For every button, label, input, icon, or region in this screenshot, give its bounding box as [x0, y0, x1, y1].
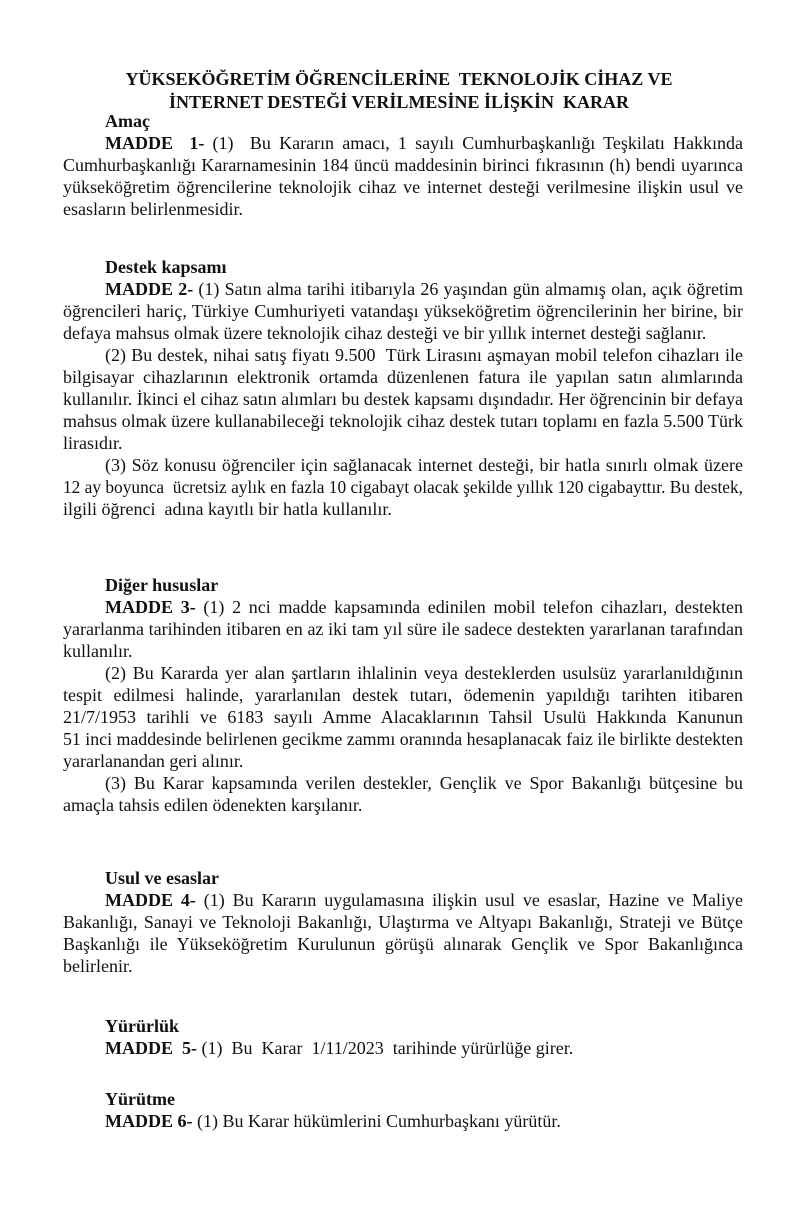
line-content: Cumhurbaşkanlığı Kararnamesinin 184 üncü maddesinin birinci fıkrasının (h) bendi uyarınca [63, 155, 743, 175]
line-content: ilgili öğrenci adına kayıtlı bir hatla kullanılır. [63, 499, 392, 519]
text-line [63, 476, 743, 498]
text-line [63, 750, 743, 772]
article-paragraph [63, 1110, 743, 1132]
line-text [63, 706, 743, 728]
text-line [63, 684, 743, 706]
line-text [63, 154, 743, 176]
text-line [63, 410, 743, 432]
line-content: 12 ay boyunca ücretsiz aylık en fazla 10 cigabayt olacak şekilde yıllık 120 cigabayttır. Bu destek, [63, 477, 743, 497]
line-text [105, 344, 743, 366]
article-paragraph [63, 596, 743, 662]
line-content: kullanılır. [63, 641, 133, 661]
text-line [63, 933, 743, 955]
section-yurutme [63, 1088, 743, 1132]
line-content: 51 inci maddesinde belirlenen gecikme zammı oranında hesaplanacak faiz ile birlikte destekten [63, 729, 743, 749]
line-text [63, 794, 362, 816]
line-text [105, 889, 743, 911]
document-title [0, 68, 798, 114]
article-number: MADDE 1- [105, 133, 205, 153]
line-text [63, 388, 743, 410]
article-paragraph [63, 662, 743, 772]
line-content: yükseköğretim öğrencilerine teknolojik cihaz ve internet desteği verilmesine ilişkin usul ve [63, 177, 743, 197]
line-content: kullanılır. İkinci el cihaz satın alımları bu destek kapsamı dışındadır. Her öğrencinin bir defaya [63, 389, 743, 409]
line-text [63, 955, 132, 977]
section-heading: Amaç [105, 111, 150, 131]
line-content: mahsus olmak üzere kullanabileceği teknolojik cihaz destek tutarı toplamı en fazla 5.500 Türk [63, 411, 743, 431]
article-paragraph [63, 344, 743, 454]
line-content: (1) 2 nci madde kapsamında edinilen mobil telefon cihazları, destekten [195, 597, 743, 617]
line-content: (2) Bu destek, nihai satış fiyatı 9.500 Türk Lirasını aşmayan mobil telefon cihazları ile [105, 345, 743, 365]
line-text [63, 728, 743, 750]
section-destek-kapsami [63, 256, 743, 520]
line-content: öğrencileri hariç, Türkiye Cumhuriyeti vatandaşı yükseköğretim öğrencilerinin her birine, bir [63, 301, 743, 321]
section-yururluk [63, 1015, 743, 1059]
line-text [105, 596, 743, 618]
article-number: MADDE 5- [105, 1038, 197, 1058]
section-heading: Yürürlük [105, 1016, 180, 1036]
text-line [63, 322, 743, 344]
line-text [63, 618, 743, 640]
article-paragraph [63, 889, 743, 977]
text-line [63, 596, 743, 618]
text-line [63, 366, 743, 388]
line-text [105, 1037, 573, 1059]
section-heading: Yürütme [105, 1089, 175, 1109]
title-line-1: YÜKSEKÖĞRETİM ÖĞRENCİLERİNE TEKNOLOJİK CİHAZ VE [125, 69, 673, 89]
line-text [63, 911, 743, 933]
line-text [63, 933, 743, 955]
section-heading: Usul ve esaslar [105, 868, 219, 888]
text-line [63, 772, 743, 794]
text-line [63, 706, 743, 728]
line-content: belirlenir. [63, 956, 133, 976]
text-line [63, 388, 743, 410]
line-content: amaçla tahsis edilen ödenekten karşılanır. [63, 795, 363, 815]
line-text [63, 498, 392, 520]
text-line [63, 662, 743, 684]
article-number: MADDE 4- [105, 890, 196, 910]
text-line [63, 1110, 743, 1132]
line-content: (3) Bu Karar kapsamında verilen destekler, Gençlik ve Spor Bakanlığı bütçesine bu [105, 773, 743, 793]
line-text [63, 410, 743, 432]
line-content: esasların belirlenmesidir. [63, 199, 243, 219]
line-text [105, 662, 743, 684]
line-content: tespit edilmesi halinde, yararlanılan destek tutarı, ödemenin yapıldığı tarihten itibaren [63, 685, 743, 705]
line-text [63, 322, 706, 344]
text-line [63, 1037, 743, 1059]
text-line [63, 344, 743, 366]
line-text [105, 772, 743, 794]
section-diger-hususlar [63, 574, 743, 816]
section-amac [63, 110, 743, 220]
line-text [63, 432, 123, 454]
article-number: MADDE 6- [105, 1111, 193, 1131]
line-content: (2) Bu Kararda yer alan şartların ihlalinin veya desteklerden usulsüz yararlanıldığının [105, 663, 743, 683]
article-number: MADDE 3- [105, 597, 196, 617]
text-line [63, 955, 743, 977]
line-content: (1) Bu Kararın uygulamasına ilişkin usul ve esaslar, Hazine ve Maliye [195, 890, 743, 910]
line-content: yararlanma tarihinden itibaren en az iki tam yıl süre ile sadece destekten yararlanan tarafından [63, 619, 743, 639]
text-line [63, 640, 743, 662]
section-heading: Destek kapsamı [105, 257, 227, 277]
line-content: bilgisayar cihazlarının elektronik ortamda düzenlenen fatura ile yapılan satın alımlarında [63, 367, 743, 387]
line-content: Bakanlığı, Sanayi ve Teknoloji Bakanlığı, Ulaştırma ve Altyapı Bakanlığı, Strateji ve Bütçe [63, 912, 743, 932]
text-line [63, 300, 743, 322]
text-line [63, 728, 743, 750]
text-line [63, 889, 743, 911]
text-line [63, 454, 743, 476]
section-heading: Diğer hususlar [105, 575, 219, 595]
line-text [63, 198, 243, 220]
text-line [63, 498, 743, 520]
line-text [105, 1110, 561, 1132]
line-content: defaya mahsus olmak üzere teknolojik cihaz desteği ve bir yıllık internet desteği sağlanır. [63, 323, 707, 343]
text-line [63, 911, 743, 933]
line-text [63, 640, 133, 662]
line-content: (1) Bu Karar 1/11/2023 tarihinde yürürlüğe girer. [197, 1038, 574, 1058]
line-text [105, 278, 743, 300]
line-text [63, 750, 243, 772]
line-text [105, 132, 743, 154]
line-content: lirasıdır. [63, 433, 123, 453]
text-line [63, 132, 743, 154]
text-line [63, 198, 743, 220]
article-paragraph [63, 278, 743, 344]
text-line [63, 618, 743, 640]
line-content: Başkanlığı ile Yükseköğretim Kurulunun görüşü alınarak Gençlik ve Spor Bakanlığınca [63, 934, 743, 954]
section-usul-ve-esaslar [63, 867, 743, 977]
text-line [63, 154, 743, 176]
text-line [63, 432, 743, 454]
line-text [63, 684, 743, 706]
line-text [63, 476, 743, 498]
line-text [63, 366, 743, 388]
line-text [63, 176, 743, 198]
title-line-2: İNTERNET DESTEĞİ VERİLMESİNE İLİŞKİN KARAR [169, 92, 629, 112]
line-content: (1) Satın alma tarihi itibarıyla 26 yaşından gün almamış olan, açık öğretim [193, 279, 743, 299]
line-text [105, 454, 743, 476]
line-content: (1) Bu Karar hükümlerini Cumhurbaşkanı yürütür. [192, 1111, 561, 1131]
text-line [63, 278, 743, 300]
line-content: (1) Bu Kararın amacı, 1 sayılı Cumhurbaşkanlığı Teşkilatı Hakkında [204, 133, 743, 153]
line-text [63, 300, 743, 322]
article-paragraph [63, 454, 743, 520]
text-line [63, 176, 743, 198]
line-content: (3) Söz konusu öğrenciler için sağlanacak internet desteği, bir hatla sınırlı olmak üzere [105, 455, 743, 475]
article-paragraph [63, 132, 743, 220]
text-line [63, 794, 743, 816]
article-number: MADDE 2- [105, 279, 194, 299]
line-content: yararlanandan geri alınır. [63, 751, 244, 771]
article-paragraph [63, 772, 743, 816]
line-content: 21/7/1953 tarihli ve 6183 sayılı Amme Alacaklarının Tahsil Usulü Hakkında Kanunun [63, 707, 743, 727]
article-paragraph [63, 1037, 743, 1059]
